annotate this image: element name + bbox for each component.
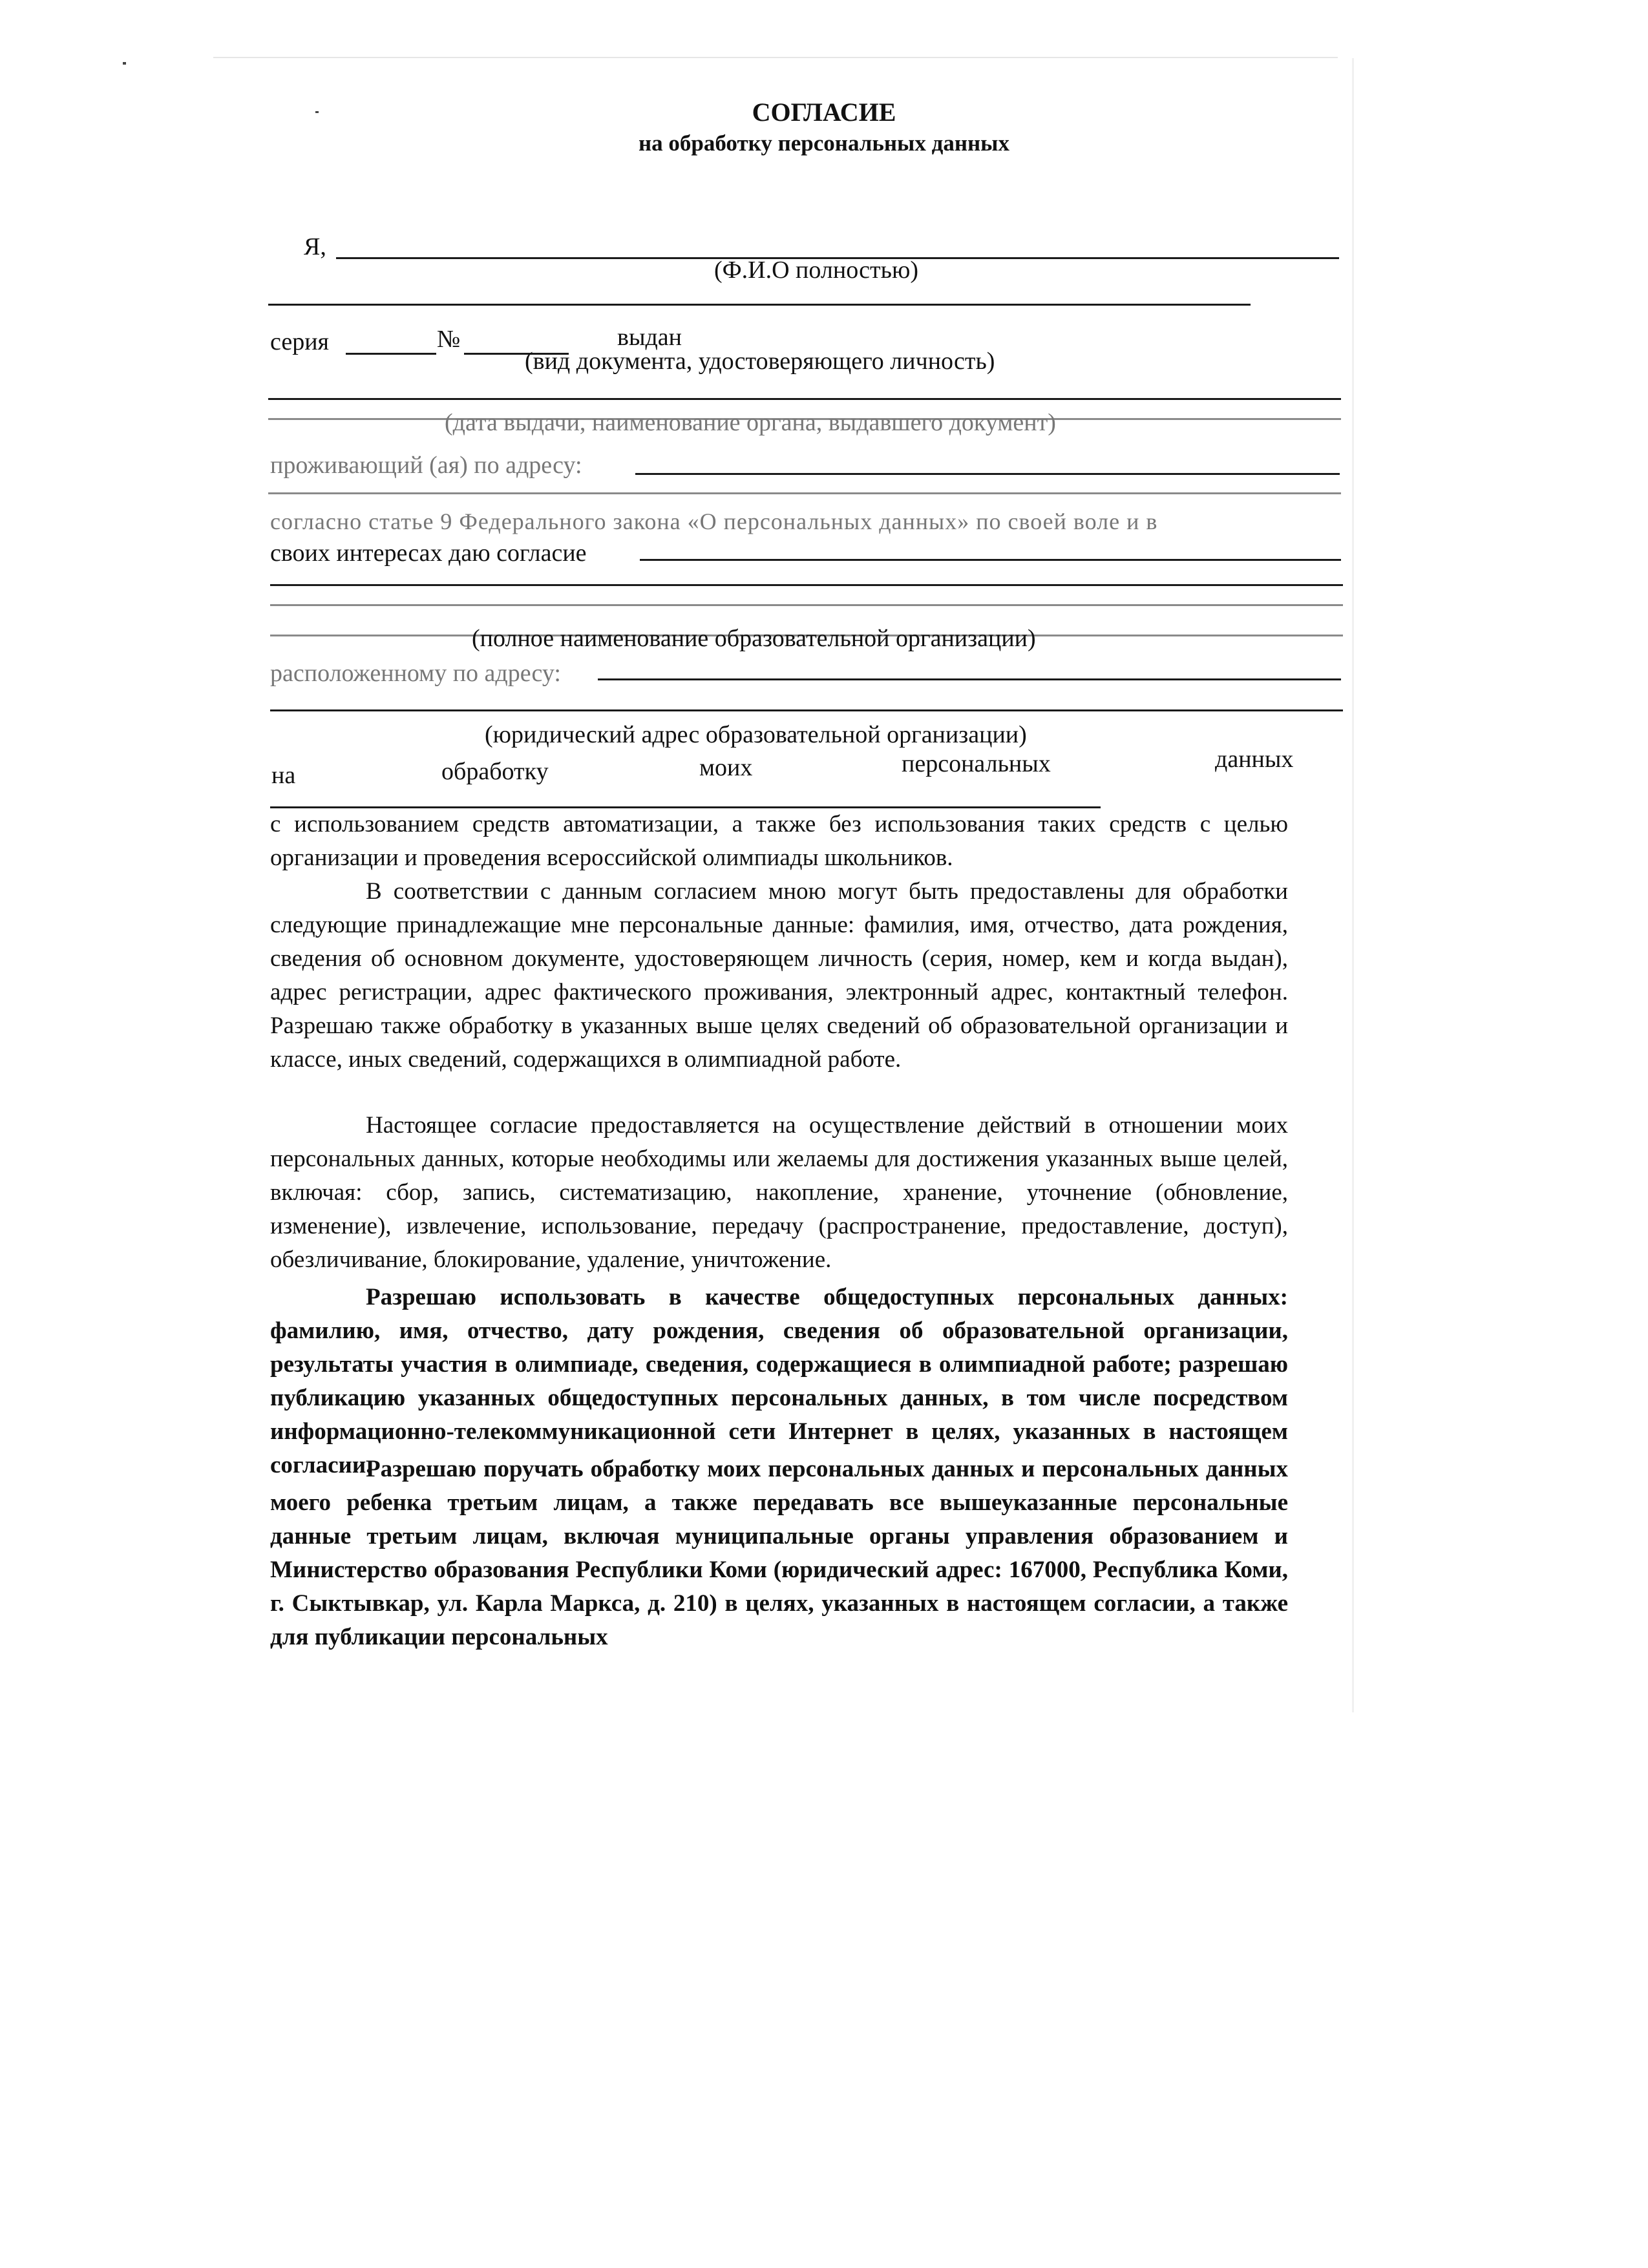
fio-caption: (Ф.И.О полностью)	[714, 257, 918, 284]
org-caption: (полное наименование образовательной организации)	[472, 625, 1036, 652]
paragraph-third-parties	[270, 1453, 1288, 1654]
document-subtitle: на обработку персональных данных	[639, 131, 1009, 156]
na-word-2: обработку	[441, 758, 549, 785]
ya-label: Я,	[304, 233, 326, 260]
address-field-line[interactable]	[635, 473, 1340, 475]
address-label: проживающий (ая) по адресу:	[270, 452, 582, 479]
org-field-line-3[interactable]	[270, 604, 1343, 606]
paragraph-actions-text: Настоящее согласие предоставляется на осуществление действий в отношении моих персональных данных, которые необходимы или желаемы для достижения указанных выше целей, включая: сбор, запись, систематизацию, накопление, хранение, уточнение (обновление, изменение), извлечение, использование, передачу (распространение, предоставление, доступ), обезличивание, блокирование, удаление, уничтожение.	[270, 1112, 1288, 1273]
doc-type-caption: (вид документа, удостоверяющего личность)	[525, 348, 995, 375]
page-edge-top	[213, 57, 1338, 58]
page-edge-right	[1352, 58, 1354, 1712]
org-address-field-line-2[interactable]	[270, 709, 1343, 711]
paragraph-processing-data	[270, 875, 1288, 1076]
issue-caption: (дата выдачи, наименование органа, выдавшего документ)	[445, 409, 1056, 436]
address-field-line-2[interactable]	[268, 492, 1341, 494]
org-field-line-2[interactable]	[270, 584, 1343, 586]
na-word-1: на	[271, 762, 296, 789]
law-line-1: согласно статье 9 Федерального закона «О персональных данных» по своей воле и в	[270, 509, 1158, 534]
org-address-caption: (юридический адрес образовательной организации)	[485, 721, 1027, 748]
law-line-2: своих интересах даю согласие	[270, 540, 587, 567]
org-address-label: расположенному по адресу:	[270, 660, 561, 687]
paragraph-processing-data-text: В соответствии с данным согласием мною могут быть предоставлены для обработки следующие принадлежащие мне персональные данные: фамилия, имя, отчество, дата рождения, сведения об основном документе, удостоверяющем личность (серия, номер, кем и когда выдан), адрес регистрации, адрес фактического проживания, электронный адрес, контактный телефон. Разрешаю также обработку в указанных выше целях сведений об образовательной организации и классе, иных сведений, содержащихся в олимпиадной работе.	[270, 878, 1288, 1073]
issue-field-line[interactable]	[268, 398, 1341, 400]
seria-label: серия	[270, 328, 330, 355]
seria-field-line[interactable]	[346, 353, 436, 355]
paragraph-continuation: с использованием средств автоматизации, а также без использования таких средств с целью организации и проведения всероссийской олимпиады школьников.	[270, 811, 1288, 871]
paragraph-actions	[270, 1109, 1288, 1277]
na-word-3: моих	[699, 754, 753, 781]
org-field-line[interactable]	[640, 559, 1341, 561]
fio-field-line-2[interactable]	[268, 304, 1251, 306]
issued-label: выдан	[617, 324, 682, 351]
na-word-4: персональных	[902, 750, 1051, 777]
na-word-5: данных	[1215, 746, 1294, 773]
paragraph-third-parties-text: Разрешаю поручать обработку моих персональных данных и персональных данных моего ребенка третьим лицам, а также передавать все вышеуказанные персональные данные третьим лицам, включая муниципальные органы управления образованием и Министерство образования Республики Коми (юридический адрес: 167000, Республика Коми, г. Сыктывкар, ул. Карла Маркса, д. 210) в целях, указанных в настоящем согласии, а также для публикации персональных	[270, 1456, 1288, 1650]
org-address-field-line[interactable]	[598, 678, 1341, 680]
number-sign: №	[437, 326, 461, 353]
document-title: СОГЛАСИЕ	[752, 98, 896, 127]
scan-speck	[123, 62, 126, 65]
paragraph-public-data-text: Разрешаю использовать в качестве общедоступных персональных данных: фамилию, имя, отчество, дату рождения, сведения об образовательной организации, результаты участия в олимпиаде, сведения, содержащиеся в олимпиадной работе; разрешаю публикацию указанных общедоступных персональных данных, в том числе посредством информационно-телекоммуникационной сети Интернет в целях, указанных в настоящем согласии.	[270, 1284, 1288, 1478]
